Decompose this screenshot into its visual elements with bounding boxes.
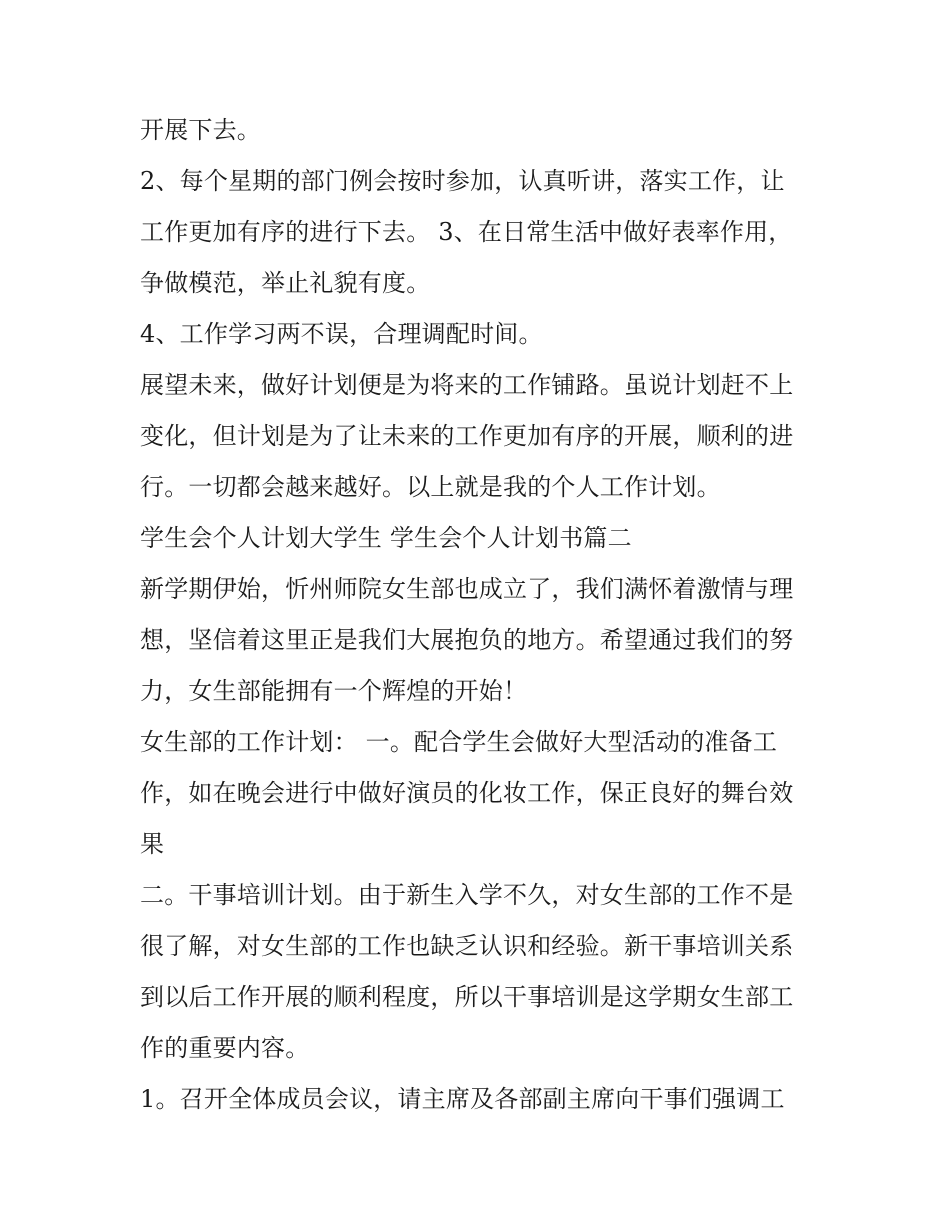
text-line: 力，女生部能拥有一个辉煌的开始！ xyxy=(140,677,528,705)
text-line: 作的重要内容。 xyxy=(140,1034,310,1062)
text-line: 展望未来，做好计划便是为将来的工作铺路。虽说计划赶不上 xyxy=(140,371,794,399)
text-line: 到以后工作开展的顺利程度，所以干事培训是这学期女生部工 xyxy=(140,983,794,1011)
text-line: 4、工作学习两不误，合理调配时间。 xyxy=(140,320,543,348)
text-line: 二。干事培训计划。由于新生入学不久，对女生部的工作不是 xyxy=(140,881,794,909)
document-body xyxy=(140,105,820,1125)
text-line: 工作更加有序的进行下去。 3、在日常生活中做好表率作用， xyxy=(140,218,793,246)
text-line: 新学期伊始，忻州师院女生部也成立了，我们满怀着激情与理 xyxy=(140,575,794,603)
text-line: 行。一切都会越来越好。以上就是我的个人工作计划。 xyxy=(140,473,721,501)
text-line: 果 xyxy=(140,830,165,858)
text-line: 变化，但计划是为了让未来的工作更加有序的开展，顺利的进 xyxy=(140,422,794,450)
text-line: 女生部的工作计划： 一。配合学生会做好大型活动的准备工 xyxy=(140,728,778,756)
text-line: 很了解，对女生部的工作也缺乏认识和经验。新干事培训关系 xyxy=(140,932,794,960)
section-heading: 学生会个人计划大学生 学生会个人计划书篇二 xyxy=(140,524,632,552)
text-line: 2、每个星期的部门例会按时参加，认真听讲，落实工作，让 xyxy=(140,167,785,195)
text-line: 开展下去。 xyxy=(140,116,261,144)
text-line: 想，坚信着这里正是我们大展抱负的地方。希望通过我们的努 xyxy=(140,626,794,654)
text-line: 争做模范，举止礼貌有度。 xyxy=(140,269,431,297)
text-line: 作，如在晚会进行中做好演员的化妆工作，保正良好的舞台效 xyxy=(140,779,794,807)
text-line: 1。召开全体成员会议，请主席及各部副主席向干事们强调工 xyxy=(140,1085,785,1113)
